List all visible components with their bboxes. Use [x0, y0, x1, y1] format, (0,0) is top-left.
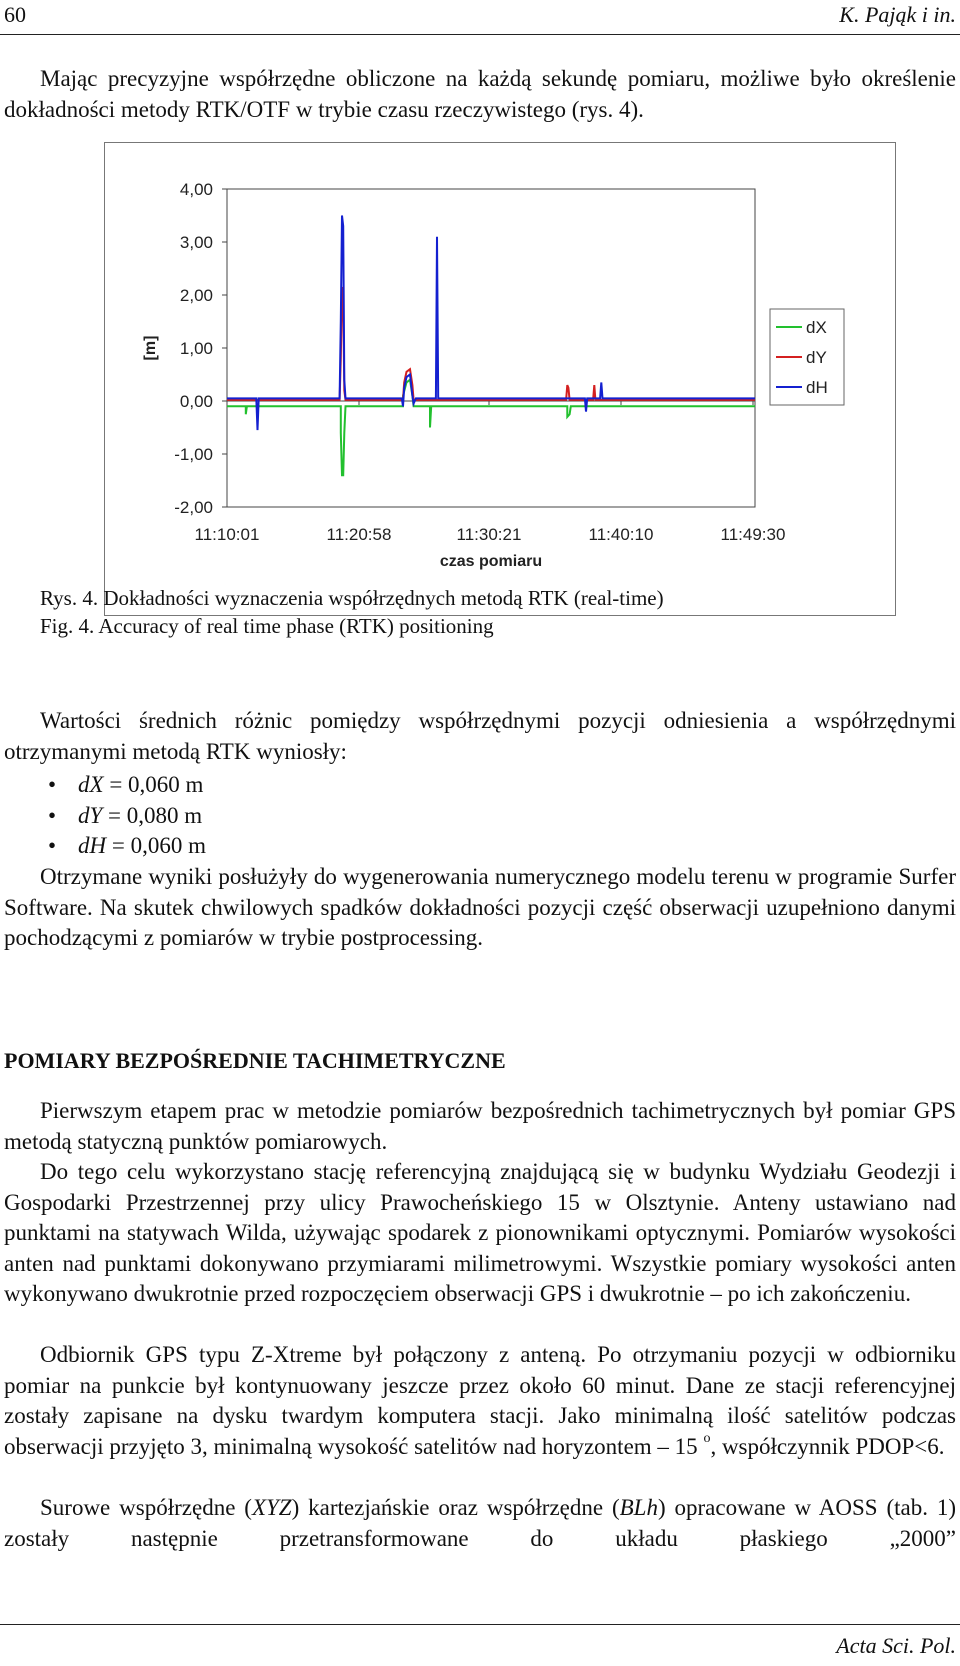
- text-run: Surowe współrzędne (: [40, 1495, 252, 1520]
- running-authors: K. Pająk i in.: [839, 2, 956, 27]
- list-item: [0, 801, 206, 832]
- y-tick-label: 4,00: [179, 180, 213, 199]
- variable: dX: [78, 772, 104, 797]
- mean-differences-paragraph: Wartości średnich różnic pomiędzy współrzędnymi pozycji odniesienia a współrzędnymi otrzymanymi metodą RTK wyniosły:: [4, 708, 956, 764]
- value: = 0,060 m: [103, 772, 204, 797]
- page-number: 60: [4, 2, 26, 27]
- rtk-accuracy-chart: [105, 143, 895, 615]
- value: = 0,060 m: [106, 833, 206, 858]
- journal-name: Acta Sci. Pol.: [836, 1633, 956, 1658]
- plot-area: [227, 189, 755, 507]
- y-tick-label: 0,00: [179, 392, 213, 411]
- text-run: ) opracowane w AOSS (tab. 1) zostały następnie przetransformowane do układu płaskiego „2000”: [4, 1495, 957, 1551]
- page-footer: [0, 1624, 960, 1658]
- xyz-symbol: XYZ: [251, 1495, 292, 1520]
- intro-paragraph: Mając precyzyjne współrzędne obliczone na każdą sekundę pomiaru, możliwe było określenie dokładności metody RTK/OTF w trybie czasu rzeczywistego (rys. 4).: [4, 66, 956, 122]
- paragraph-receiver: [4, 1340, 956, 1462]
- paragraph-receiver-end: , współczynnik PDOP<6.: [710, 1433, 945, 1459]
- y-tick-label: 3,00: [179, 233, 213, 252]
- legend-label-dx: dX: [806, 318, 827, 337]
- x-tick-label: 11:10:01: [194, 525, 260, 544]
- paragraph-first-stage: Pierwszym etapem prac w metodzie pomiarów bezpośrednich tachimetrycznych był pomiar GPS metodą statyczną punktów pomiarowych.: [4, 1098, 956, 1154]
- figure-caption-en: Fig. 4. Accuracy of real time phase (RTK) positioning: [40, 614, 494, 638]
- legend-label-dh: dH: [806, 378, 828, 397]
- paragraph-receiver-text: Odbiornik GPS typu Z-Xtreme był połączony z anteną. Po otrzymaniu pozycji w odbiorniku pomiar na punkcie był kontynuowany jeszcze przez około 60 minut. Dane ze stacji referencyjnej zostały zapisane na dysku twardym komputera stacji. Jako minimalną ilość satelitów podczas obserwacji przyjęto 3, minimalną wysokość satelitów nad horyzontem – 15: [4, 1342, 956, 1459]
- y-tick-label: -1,00: [174, 445, 213, 464]
- paragraph-reference-station: Do tego celu wykorzystano stację referencyjną znajdującą się w budynku Wydziału Geodezji i Gospodarki Przestrzennej przy ulicy Prawocheńskiego 15 w Olsztynie. Anteny ustawiano nad punktami na statywach Wilda, używając spodarek z pionownikami optycznymi. Pomiarów wysokości anten nad punktami dokonywano przymiarami milimetrowymi. Wszystkie pomiary wysokości anten wykonywano dwukrotnie przed rozpoczęciem obserwacji GPS i dwukrotnie – po ich zakończeniu.: [4, 1159, 956, 1306]
- y-axis-label: [m]: [142, 335, 159, 361]
- y-tick-label: -2,00: [174, 498, 213, 517]
- variable: dY: [78, 802, 103, 828]
- list-item: [0, 770, 206, 801]
- y-tick-label: 2,00: [179, 286, 213, 305]
- figure-4: [104, 142, 896, 616]
- mean-differences-list: [0, 770, 206, 862]
- degree-superscript: o: [703, 1430, 711, 1446]
- x-tick-label: 11:30:21: [456, 525, 522, 544]
- results-paragraph: Otrzymane wyniki posłużyły do wygenerowania numerycznego modelu terenu w programie Surfer Software. Na skutek chwilowych spadków dokładności pozycji część obserwacji uzupełniono danymi pochodzącymi z pomiarów w trybie postprocessing.: [4, 864, 956, 950]
- variable: dH: [78, 833, 107, 858]
- figure-caption-pl: Rys. 4. Dokładności wyznaczenia współrzędnych metodą RTK (real-time): [40, 586, 664, 610]
- x-axis-label: czas pomiaru: [439, 553, 543, 570]
- paragraph-transformation: [4, 1493, 956, 1554]
- series-line-dy: [227, 287, 755, 400]
- series-line-dh: [227, 216, 755, 431]
- blh-symbol: BLh: [619, 1495, 658, 1520]
- page-header: [0, 0, 960, 35]
- section-title: POMIARY BEZPOŚREDNIE TACHIMETRYCZNE: [4, 1048, 506, 1073]
- text-run: ) kartezjańskie oraz współrzędne (: [291, 1495, 620, 1520]
- x-tick-label: 11:49:30: [720, 525, 786, 544]
- x-tick-label: 11:20:58: [326, 525, 392, 544]
- x-tick-label: 11:40:10: [588, 525, 654, 544]
- series-line-dx: [227, 380, 755, 475]
- value: = 0,080 m: [102, 802, 203, 828]
- list-item: [0, 831, 206, 862]
- y-tick-label: 1,00: [179, 339, 213, 358]
- legend-label-dy: dY: [806, 348, 827, 367]
